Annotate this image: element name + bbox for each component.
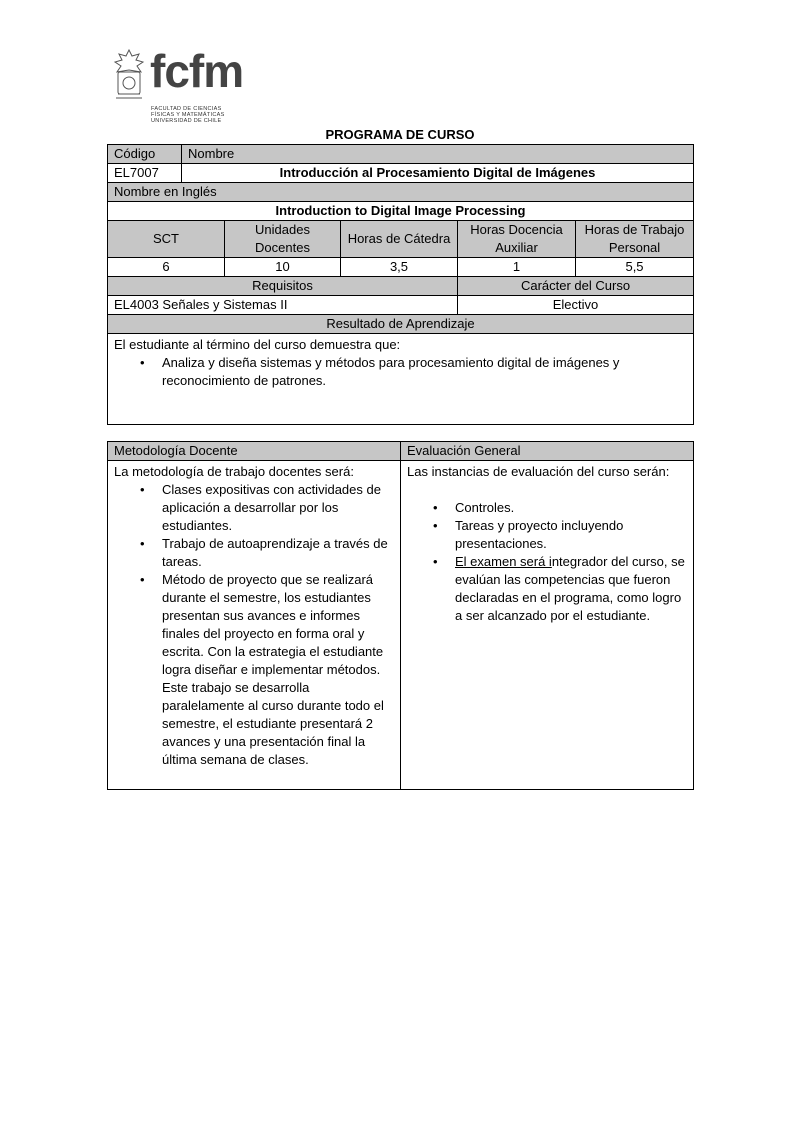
evaluation-item-underlined: El examen será i bbox=[455, 554, 552, 569]
learning-outcome-intro: El estudiante al término del curso demuestra que: bbox=[114, 337, 401, 352]
english-name-header: Nombre en Inglés bbox=[108, 183, 694, 202]
university-crest-icon bbox=[112, 48, 146, 100]
english-name: Introduction to Digital Image Processing bbox=[108, 202, 694, 221]
page-title: PROGRAMA DE CURSO bbox=[325, 127, 475, 142]
auxiliary-hours-value: 1 bbox=[458, 258, 576, 277]
course-info-table bbox=[107, 144, 694, 425]
methodology-evaluation-table bbox=[107, 441, 694, 790]
code-header: Código bbox=[108, 145, 182, 164]
requisites-header: Requisitos bbox=[108, 277, 458, 296]
character-header: Carácter del Curso bbox=[458, 277, 694, 296]
evaluation-intro: Las instancias de evaluación del curso serán: bbox=[407, 464, 670, 479]
methodology-item: • Clases expositivas con actividades de aplicación a desarrollar por los estudiantes. bbox=[162, 481, 394, 535]
learning-outcome-cell bbox=[108, 334, 694, 425]
course-name: Introducción al Procesamiento Digital de Imágenes bbox=[182, 164, 694, 183]
learning-outcome-item: • Analiza y diseña sistemas y métodos para procesamiento digital de imágenes y reconocimiento de patrones. bbox=[162, 354, 687, 390]
character-value: Electivo bbox=[458, 296, 694, 315]
lecture-hours-value: 3,5 bbox=[341, 258, 458, 277]
course-code: EL7007 bbox=[108, 164, 182, 183]
sct-header: SCT bbox=[108, 221, 225, 258]
requisites-value: EL4003 Señales y Sistemas II bbox=[108, 296, 458, 315]
auxiliary-hours-header: Horas Docencia Auxiliar bbox=[458, 221, 576, 258]
evaluation-header: Evaluación General bbox=[401, 442, 694, 461]
teaching-units-value: 10 bbox=[225, 258, 341, 277]
evaluation-cell bbox=[401, 461, 694, 790]
fcfm-logo bbox=[112, 46, 242, 130]
personal-work-hours-value: 5,5 bbox=[576, 258, 694, 277]
fcfm-wordmark: fcfm bbox=[150, 45, 244, 97]
evaluation-item bbox=[455, 553, 687, 625]
evaluation-item: • Tareas y proyecto incluyendo presentaciones. bbox=[455, 517, 687, 553]
personal-work-hours-header: Horas de Trabajo Personal bbox=[576, 221, 694, 258]
lecture-hours-header: Horas de Cátedra bbox=[341, 221, 458, 258]
logo-subtitle: FACULTAD DE CIENCIAS FÍSICAS Y MATEMÁTICAS UNIVERSIDAD DE CHILE bbox=[151, 106, 225, 124]
methodology-cell bbox=[108, 461, 401, 790]
methodology-item: • Trabajo de autoaprendizaje a través de tareas. bbox=[162, 535, 394, 571]
name-header: Nombre bbox=[182, 145, 694, 164]
teaching-units-header: Unidades Docentes bbox=[225, 221, 341, 258]
methodology-item: • Método de proyecto que se realizará durante el semestre, los estudiantes presentan sus avances e informes finales del proyecto en forma oral y escrita. Con la estrategia el estudiante logra diseñar e implementar métodos. Este trabajo se desarrolla paralelamente al curso durante todo el semestre, el estudiante presentará 2 avances y una presentación final la última semana de clases. bbox=[162, 571, 394, 769]
learning-outcome-header: Resultado de Aprendizaje bbox=[108, 315, 694, 334]
methodology-intro: La metodología de trabajo docentes será: bbox=[114, 464, 354, 479]
methodology-header: Metodología Docente bbox=[108, 442, 401, 461]
evaluation-item: • Controles. bbox=[455, 499, 687, 517]
sct-value: 6 bbox=[108, 258, 225, 277]
evaluation-item-rest: ntegrador del curso, se evalúan las competencias que fueron declaradas en el programa, como logro a ser alcanzado por el estudiante. bbox=[455, 554, 685, 623]
